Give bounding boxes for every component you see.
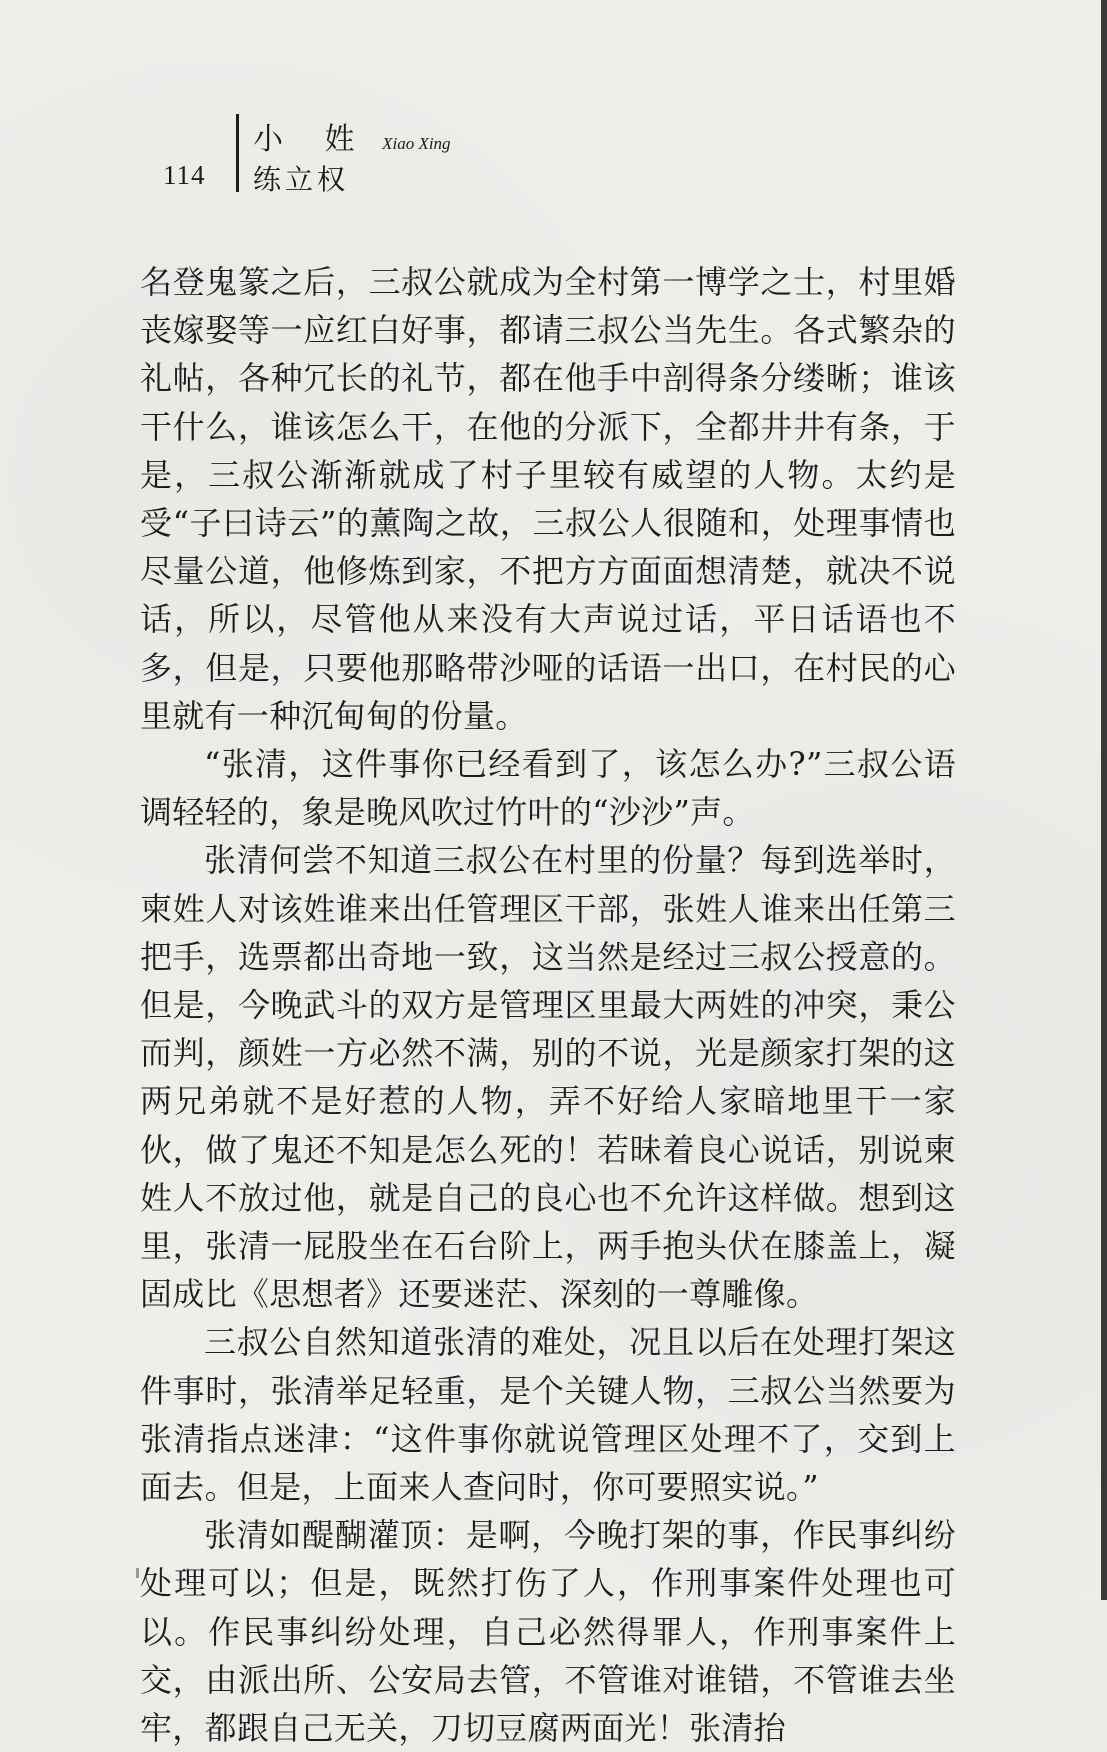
paragraph: 三叔公自然知道张清的难处，况且以后在处理打架这件事时，张清举足轻重，是个关键人物，三叔公当然要为张清指点迷津：“这件事你就说管理区处理不了，交到上面去。但是，上面来人查问时，你可要照实说。”	[140, 1323, 956, 1507]
margin-mark	[136, 1568, 139, 1578]
paragraph: 张清何尝不知道三叔公在村里的份量？每到选举时，柬姓人对该姓谁来出任管理区干部，张姓人谁来出任第三把手，选票都出奇地一致，这当然是经过三叔公授意的。但是，今晚武斗的双方是管理区里最大两姓的冲突，秉公而判，颜姓一方必然不满，别的不说，光是颜家打架的这两兄弟就不是好惹的人物，弄不好给人家暗地里干一家伙，做了鬼还不知是怎么死的！若昧着良心说话，别说柬姓人不放过他，就是自己的良心也不允许这样做。想到这里，张清一屁股坐在石台阶上，两手抱头伏在膝盖上，凝固成比《思想者》还要迷茫、深刻的一尊雕像。	[140, 841, 956, 1314]
book-title-pinyin: Xiao Xing	[382, 134, 451, 153]
page-edge-shadow	[1101, 0, 1107, 1600]
page-number: 114	[163, 160, 206, 190]
paragraph: “张清，这件事你已经看到了，该怎么办?”三叔公语调轻轻的，象是晚风吹过竹叶的“沙沙”声。	[140, 745, 956, 832]
paragraph: 张清如醍醐灌顶：是啊，今晚打架的事，作民事纠纷处理可以；但是，既然打伤了人，作刑事案件处理也可以。作民事纠纷处理，自己必然得罪人，作刑事案件上交，由派出所、公安局去管，不管谁对谁错，不管谁去坐牢，都跟自己无关，刀切豆腐两面光！张清抬	[140, 1516, 956, 1748]
author-name: 练立权	[253, 163, 350, 196]
body-text	[140, 258, 956, 1752]
book-title-chinese: 小 姓	[253, 122, 371, 157]
paragraph: 名登鬼篆之后，三叔公就成为全村第一博学之士，村里婚丧嫁娶等一应红白好事，都请三叔公当先生。各式繁杂的礼帖，各种冗长的礼节，都在他手中剖得条分缕晰；谁该干什么，谁该怎么干，在他的分派下，全都井井有条，于是，三叔公渐渐就成了村子里较有威望的人物。太约是受“子曰诗云”的薰陶之故，三叔公人很随和，处理事情也尽量公道，他修炼到家，不把方方面面想清楚，就决不说话，所以，尽管他从来没有大声说过话，平日话语也不多，但是，只要他那略带沙哑的话语一出口，在村民的心里就有一种沉甸甸的份量。	[140, 263, 956, 735]
book-title	[253, 114, 451, 158]
header-divider	[236, 114, 239, 192]
